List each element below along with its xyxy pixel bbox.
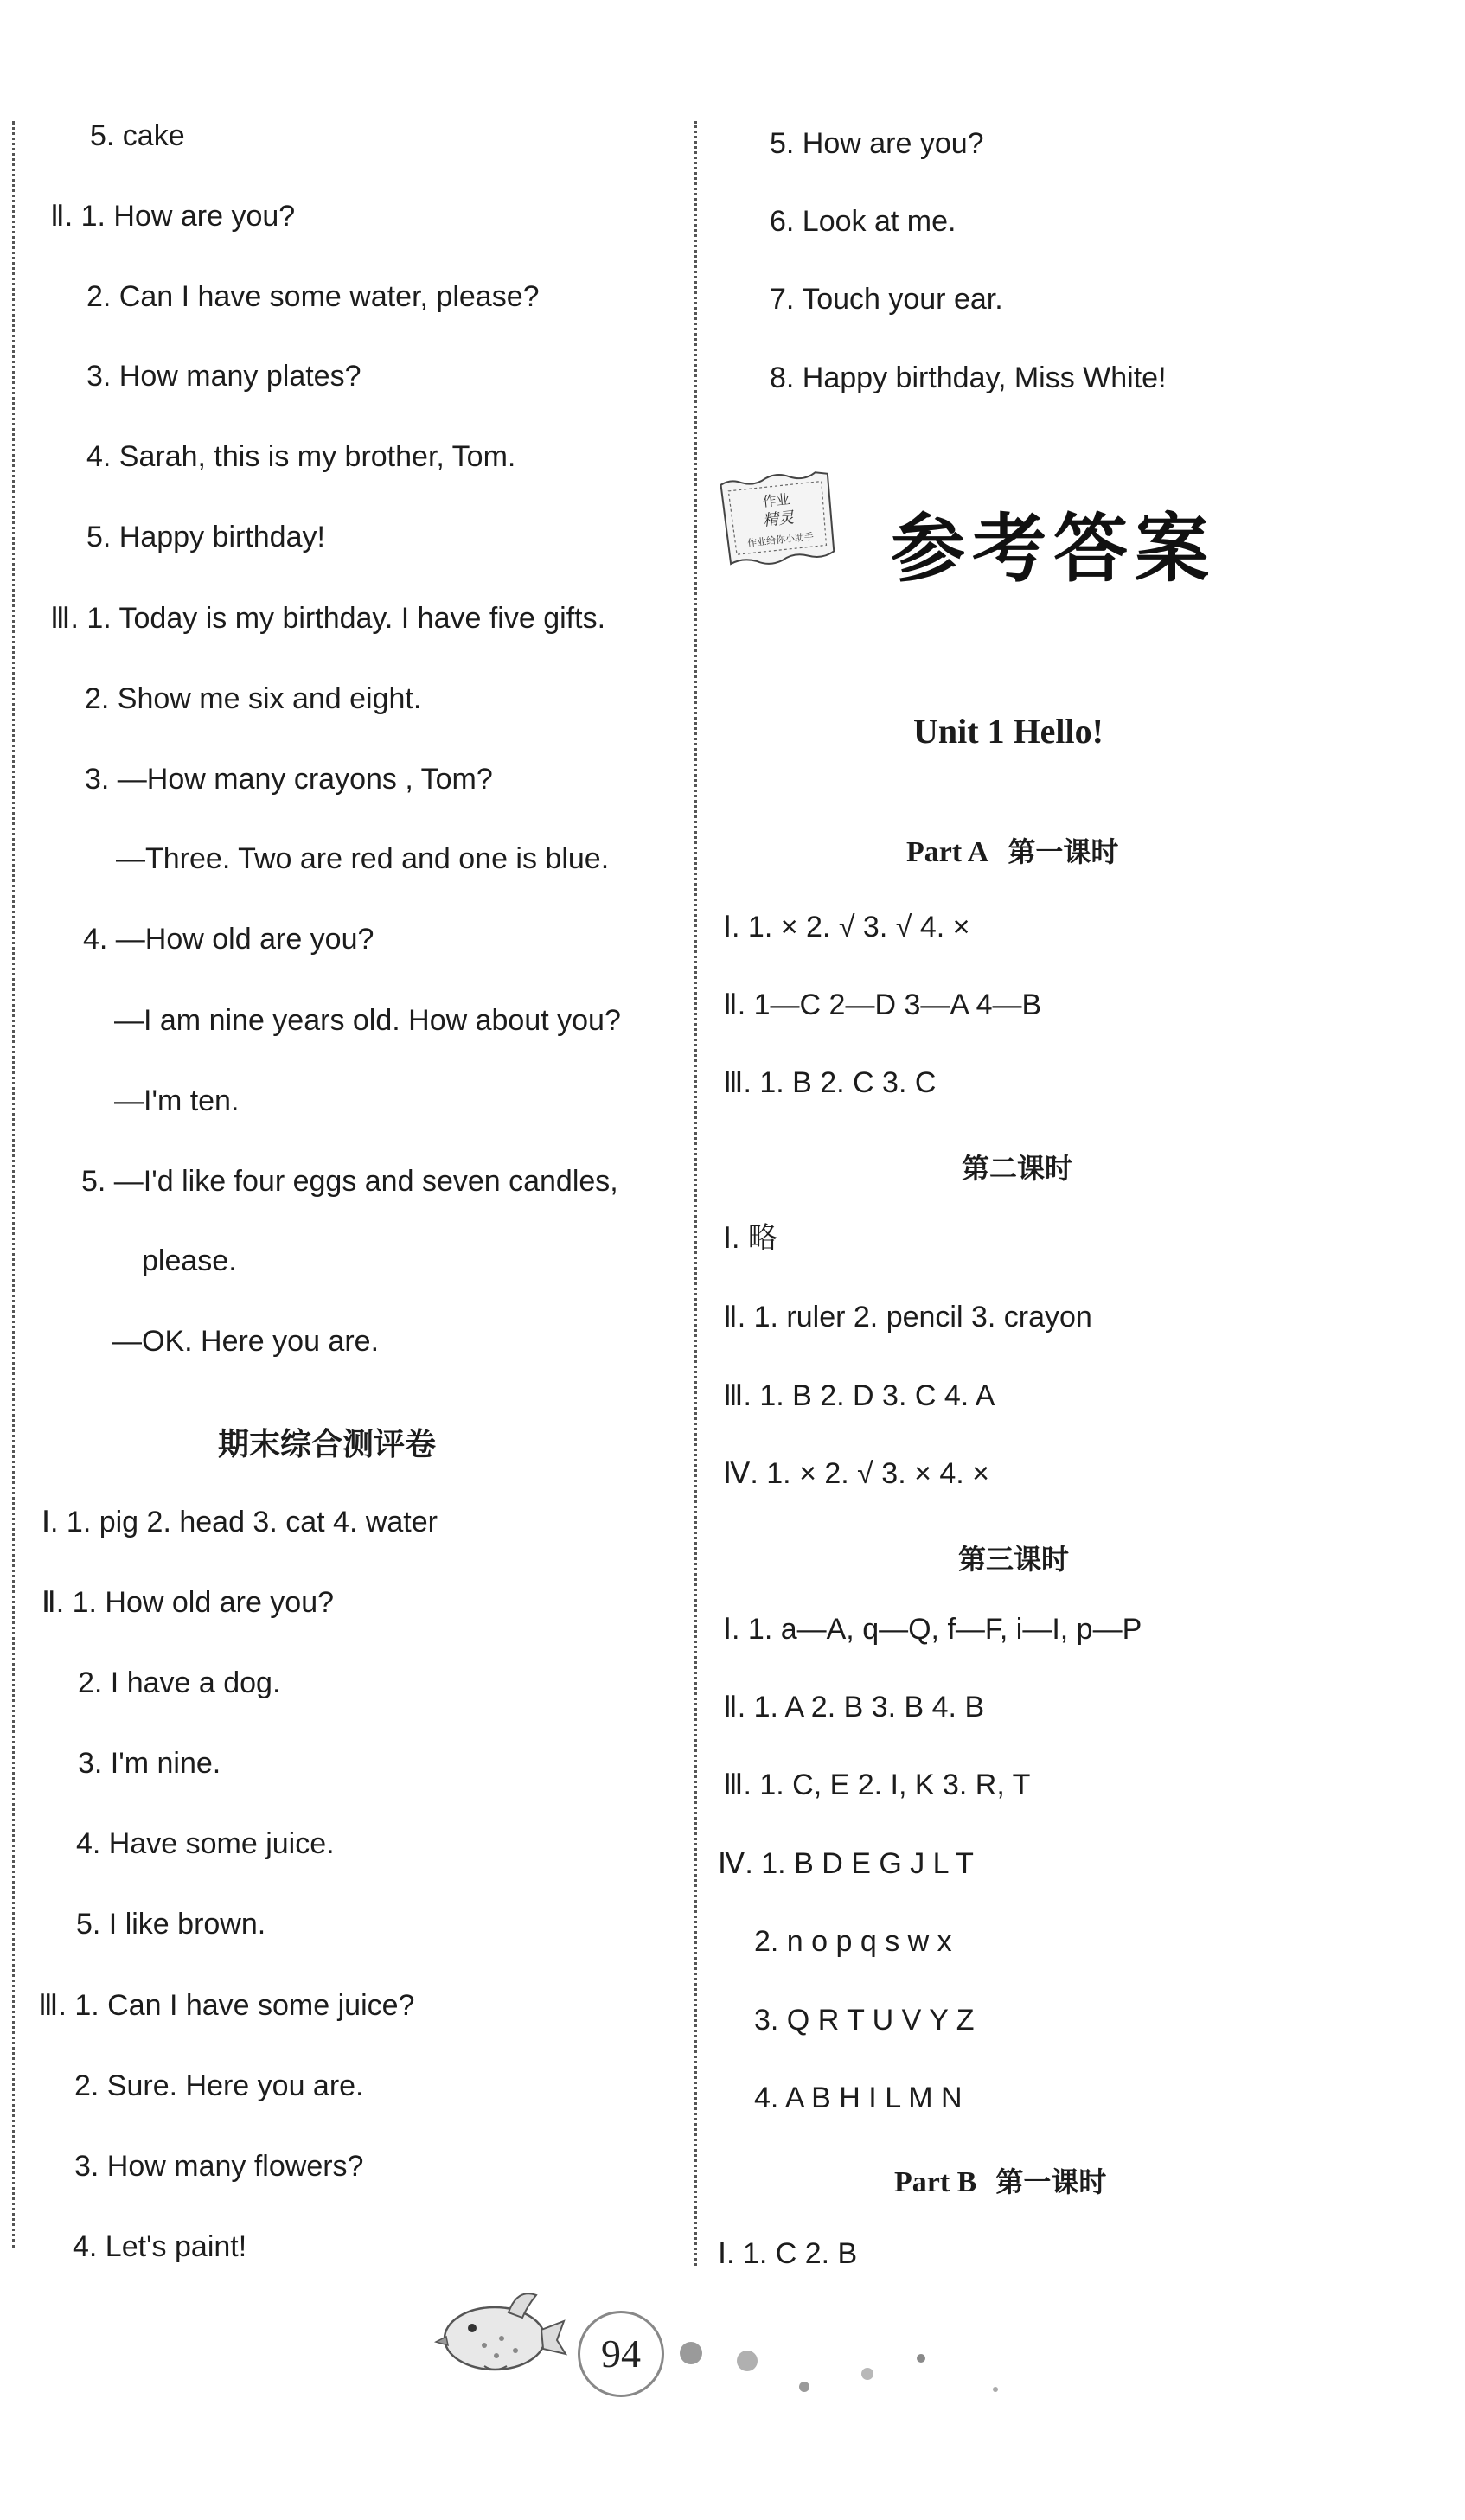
decorative-dot bbox=[799, 2382, 809, 2392]
answer-line: Ⅱ. 1—C 2—D 3—A 4—B bbox=[723, 988, 1042, 1021]
answer-line: 5. cake bbox=[90, 119, 185, 152]
answer-line: 4. Have some juice. bbox=[76, 1827, 335, 1860]
decorative-dot bbox=[861, 2368, 873, 2380]
answer-line: 5. I like brown. bbox=[76, 1908, 266, 1941]
answer-line: Ⅱ. 1. How are you? bbox=[50, 200, 296, 233]
answer-line: —I am nine years old. How about you? bbox=[114, 1004, 621, 1037]
answer-line: 4. —How old are you? bbox=[83, 923, 374, 956]
answer-line: Ⅰ. 略 bbox=[723, 1222, 777, 1255]
answer-line: please. bbox=[142, 1244, 237, 1277]
answer-line: 4. A B H I L M N bbox=[754, 2082, 963, 2114]
answer-line: Ⅰ. 1. a—A, q—Q, f—F, i—I, p—P bbox=[723, 1613, 1142, 1646]
bird-illustration bbox=[432, 2283, 571, 2378]
stamp-text-line1: 作业 bbox=[761, 490, 791, 510]
answer-line: 5. —I'd like four eggs and seven candles, bbox=[81, 1165, 618, 1198]
answer-line: —I'm ten. bbox=[114, 1084, 240, 1117]
answer-line: 7. Touch your ear. bbox=[770, 283, 1003, 316]
answer-line: —OK. Here you are. bbox=[112, 1325, 380, 1358]
answer-line: Ⅲ. 1. B 2. D 3. C 4. A bbox=[723, 1379, 995, 1412]
decorative-dot bbox=[680, 2342, 702, 2364]
answer-line: Ⅱ. 1. ruler 2. pencil 3. crayon bbox=[723, 1301, 1092, 1334]
answer-line: 6. Look at me. bbox=[770, 205, 956, 238]
part-label: Part B bbox=[894, 2166, 977, 2198]
answer-line: 2. Can I have some water, please? bbox=[86, 280, 540, 313]
answer-line: 3. I'm nine. bbox=[78, 1747, 221, 1780]
answer-line: Ⅲ. 1. B 2. C 3. C bbox=[723, 1066, 937, 1099]
decorative-dot bbox=[737, 2351, 758, 2371]
decorative-dot bbox=[993, 2387, 998, 2392]
stamp-text-line2: 精灵 bbox=[762, 508, 796, 530]
answer-line: Ⅳ. 1. B D E G J L T bbox=[718, 1847, 974, 1880]
answer-line: —Three. Two are red and one is blue. bbox=[116, 842, 610, 875]
homework-elf-stamp bbox=[713, 461, 844, 577]
answer-line: 2. Show me six and eight. bbox=[85, 682, 422, 715]
lesson-2-heading: 第二课时 bbox=[962, 1152, 1073, 1185]
answer-line: Ⅱ. 1. How old are you? bbox=[42, 1586, 335, 1619]
answer-line: Ⅰ. 1. pig 2. head 3. cat 4. water bbox=[42, 1506, 438, 1538]
answer-line: Ⅰ. 1. C 2. B bbox=[718, 2237, 858, 2270]
answer-line: 3. How many plates? bbox=[86, 360, 361, 393]
answer-line: 4. Sarah, this is my brother, Tom. bbox=[86, 440, 516, 473]
part-a-heading bbox=[906, 830, 1118, 870]
left-margin-divider bbox=[12, 121, 15, 2248]
answer-line: 3. —How many crayons , Tom? bbox=[85, 763, 493, 796]
page-number: 94 bbox=[601, 2331, 641, 2376]
answer-line: Ⅰ. 1. × 2. √ 3. √ 4. × bbox=[723, 911, 970, 943]
lesson-label: 第一课时 bbox=[995, 2165, 1107, 2198]
answer-line: 2. Sure. Here you are. bbox=[74, 2069, 364, 2102]
answer-line: 3. Q R T U V Y Z bbox=[754, 2004, 975, 2037]
stamp-text-line3: 作业给你小助手 bbox=[746, 530, 815, 549]
answer-line: Ⅱ. 1. A 2. B 3. B 4. B bbox=[723, 1691, 985, 1724]
column-divider bbox=[694, 121, 697, 2266]
part-b-heading bbox=[894, 2160, 1106, 2200]
answer-line: 4. Let's paint! bbox=[73, 2230, 247, 2263]
answer-line: Ⅲ. 1. Today is my birthday. I have five gifts. bbox=[50, 602, 606, 635]
answer-line: Ⅳ. 1. × 2. √ 3. × 4. × bbox=[723, 1457, 990, 1490]
answer-line: Ⅲ. 1. Can I have some juice? bbox=[38, 1989, 415, 2022]
lesson-3-heading: 第三课时 bbox=[958, 1543, 1070, 1576]
answer-line: 3. How many flowers? bbox=[74, 2150, 364, 2183]
answer-line: 5. Happy birthday! bbox=[86, 521, 325, 553]
part-label: Part A bbox=[906, 836, 989, 868]
decorative-dot bbox=[917, 2354, 925, 2363]
lesson-label: 第一课时 bbox=[1008, 835, 1119, 868]
section-heading-final-test: 期末综合测评卷 bbox=[218, 1427, 437, 1462]
answer-line: 5. How are you? bbox=[770, 127, 984, 160]
unit-title: Unit 1 Hello! bbox=[913, 712, 1104, 751]
answer-line: 2. I have a dog. bbox=[78, 1666, 281, 1699]
answer-line: Ⅲ. 1. C, E 2. I, K 3. R, T bbox=[723, 1768, 1031, 1801]
answer-line: 2. n o p q s w x bbox=[754, 1925, 952, 1958]
answer-key-title: 参考答案 bbox=[891, 505, 1216, 592]
answer-line: 8. Happy birthday, Miss White! bbox=[770, 361, 1167, 394]
